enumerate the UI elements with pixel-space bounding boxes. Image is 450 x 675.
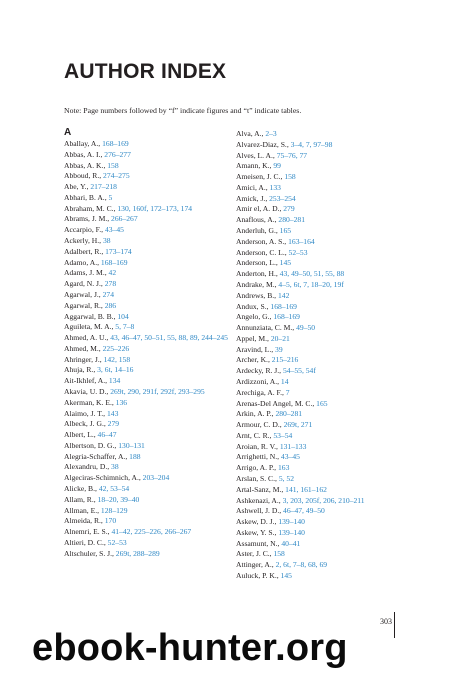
author-name: Alnemri, E. S., [64,527,112,537]
author-name: Archer, K., [236,355,272,365]
author-name: Anderton, H., [236,269,280,279]
index-entry [64,527,234,538]
author-name: Arrigo, A. P., [236,463,278,473]
author-name: Adams, J. M., [64,268,109,278]
index-column-right [236,129,406,582]
index-entry [236,399,406,410]
page-references[interactable]: 269t, 271 [283,420,313,430]
index-entry [64,258,234,269]
page-references[interactable]: 165 [316,398,328,408]
page-references[interactable]: 225–226 [102,343,130,353]
author-name: Ait-Ikhlef, A., [64,376,109,386]
author-name: Accarpio, F., [64,225,105,235]
author-name: Andux, S., [236,301,271,311]
index-entry [64,495,234,506]
page-references[interactable]: 145 [280,571,292,581]
index-entry [236,517,406,528]
index-entry [236,560,406,571]
page-references[interactable]: 40–41 [281,538,301,548]
page-references[interactable]: 168–169 [273,312,300,322]
index-entry [236,420,406,431]
page-references[interactable]: 2–3 [265,129,277,138]
author-name: Amir el, A. D., [236,204,284,214]
index-entry [64,430,234,441]
page-references[interactable]: 46–47, 49–50 [283,506,325,516]
page-references[interactable]: 52–53 [107,537,127,547]
page-references[interactable]: 173–174 [105,246,132,256]
page-references[interactable]: 133 [269,182,281,192]
index-entry [236,345,406,356]
index-entry [64,139,234,150]
page-references[interactable]: 130–131 [118,440,145,450]
index-entry [236,323,406,334]
page-references[interactable]: 142, 158 [103,354,131,364]
page-references[interactable]: 269t, 290, 291f, 292f, 293–295 [110,386,205,396]
index-entry [64,322,234,333]
page-references[interactable]: 43, 46–47, 50–51, 55, 88, 89, 244–245 [110,333,228,343]
author-name: Ahmed, M., [64,343,103,353]
author-name: Albert, L., [64,430,98,440]
index-entry [236,388,406,399]
author-name: Amick, J., [236,193,270,203]
page-references[interactable]: 168–169 [100,257,128,267]
author-name: Allam, R., [64,494,98,504]
page-references[interactable]: 266–267 [111,214,138,224]
page-references[interactable]: 14 [280,376,289,386]
index-entry [236,452,406,463]
index-entry [64,171,234,182]
page-references[interactable]: 215–216 [271,355,299,365]
author-name: Armour, C. D., [236,420,284,430]
page-references[interactable]: 274 [102,289,114,299]
page-references[interactable]: 163–164 [288,236,315,246]
author-name: Aravind, L., [236,344,276,354]
author-name: Arnt, C. R., [236,430,274,440]
page-references[interactable]: 142 [277,290,290,300]
index-entry [64,398,234,409]
page-references[interactable]: 130, 160f, 172–173, 174 [117,203,193,213]
page-references[interactable]: 165 [279,226,292,236]
index-entry [64,538,234,549]
index-entry [236,549,406,560]
author-name: Ahringer, J., [64,354,104,364]
index-entry [64,409,234,420]
page-references[interactable]: 42, 53–54 [98,484,130,493]
page-references[interactable]: 280–281 [278,215,305,225]
index-entry [236,204,406,215]
index-entry [236,571,406,582]
index-entry [64,441,234,452]
author-name: Aroian, R. V., [236,441,280,451]
page-references[interactable]: 18–20, 39–40 [97,494,140,504]
page-references[interactable]: 139–140 [278,527,305,537]
index-entry [64,150,234,161]
page-references[interactable]: 280–281 [275,409,303,419]
author-name: Anderluh, G., [236,226,280,236]
index-entry [64,419,234,430]
index-entry [236,215,406,226]
page-references[interactable]: 217–218 [90,182,117,192]
page-references[interactable]: 41–42, 225–226, 266–267 [111,527,192,537]
page-references[interactable]: 269t, 288–289 [115,548,160,558]
page-references[interactable]: 278 [104,279,117,289]
author-name: Askew, D. J., [236,517,279,527]
left-entries [64,139,234,559]
index-entry [64,333,234,344]
page-references[interactable]: 43, 49–50, 51, 55, 88 [279,269,345,279]
page-references[interactable]: 139–140 [278,517,305,527]
author-name: Arenas-Del Angel, M. C., [236,398,317,408]
page-references[interactable]: 38 [111,462,119,472]
index-entry [64,506,234,517]
author-name: Appel, M., [236,333,271,343]
index-entry [236,528,406,539]
index-entry [64,193,234,204]
index-entry [64,279,234,290]
page-title: AUTHOR INDEX [64,60,227,83]
author-name: Attinger, A., [236,560,276,570]
page-references[interactable]: 3–4, 7, 97–98 [290,139,333,149]
author-name: Agard, N. J., [64,279,105,289]
index-entry [236,496,406,507]
index-entry [64,214,234,225]
author-name: Anderson, C. L., [236,247,289,257]
author-name: Adamo, A., [64,257,101,267]
page-references[interactable]: 38 [102,236,111,246]
page-references[interactable]: 143 [106,408,119,418]
page-references[interactable]: 253–254 [269,193,296,203]
author-name: Amann, K., [236,161,274,171]
author-name: Allman, E., [64,505,101,515]
index-entry [64,236,234,247]
page-references[interactable]: 52–53 [288,247,308,257]
page-references[interactable]: 170 [104,516,117,526]
author-name: Almeida, R., [64,516,105,526]
author-name: Arechiga, A. F., [236,387,286,397]
author-name: Alaimo, J. T., [64,408,107,418]
index-entry [64,268,234,279]
index-entry [64,225,234,236]
index-entry [64,182,234,193]
index-entry [64,290,234,301]
author-name: Agarwal, J., [64,289,103,299]
author-name: Akerman, K. E., [64,397,116,407]
index-entry [236,161,406,172]
page-references[interactable]: 49–50 [296,323,316,333]
author-name: Anaflous, A., [236,215,279,225]
index-entry [236,377,406,388]
author-name: Artal-Sanz, M., [236,484,286,494]
index-entry [64,301,234,312]
author-name: Alves, L. A., [236,150,277,160]
author-name: Ahmed, A. U., [64,333,111,343]
author-name: Aguileta, M. A., [64,322,116,332]
index-entry [236,463,406,474]
index-entry [236,539,406,550]
index-entry [236,334,406,345]
index-note: Note: Page numbers followed by “f” indicate figures and “t” indicate tables. [64,106,302,115]
right-entries [236,129,406,582]
author-name: Ardizzoni, A., [236,376,281,386]
page-references[interactable]: 3, 6t, 14–16 [97,365,134,375]
author-name: Arrighetti, N., [236,452,281,462]
author-name: Adalbert, R., [64,246,106,256]
index-entry [236,129,406,140]
page-references[interactable]: 75–76, 77 [276,150,308,160]
page-references[interactable]: 188 [129,451,141,461]
author-name: Abbas, A. I., [64,149,105,159]
index-entry [64,387,234,398]
section-letter: A [64,127,72,138]
index-entry [64,376,234,387]
page-references[interactable]: 43–45 [280,452,300,462]
author-name: Alva, A., [236,129,266,138]
author-name: Alvarez-Diaz, S., [236,139,291,149]
index-column-left [64,127,234,559]
index-entry [236,237,406,248]
author-name: Albertson, D. G., [64,440,119,450]
index-entry [236,485,406,496]
page-references[interactable]: 99 [273,161,281,171]
page-references[interactable]: 274–275 [103,171,130,181]
page-references[interactable]: 3, 203, 205f, 206, 210–211 [282,495,365,505]
page-references[interactable]: 145 [279,258,292,268]
index-entry [64,355,234,366]
page-references[interactable]: 131–133 [279,441,307,451]
index-entry [236,474,406,485]
author-name: Askew, Y. S., [236,527,279,537]
index-entry [236,248,406,259]
page-references[interactable]: 20–21 [270,333,290,343]
index-entry [64,484,234,495]
index-entry [64,473,234,484]
index-entry [64,344,234,355]
author-name: Auluck, P. K., [236,571,281,581]
index-entry [64,161,234,172]
page-references[interactable]: 141, 161–162 [285,484,327,494]
page-references[interactable]: 53–54 [273,430,293,440]
page-references[interactable]: 279 [107,419,120,429]
page-references[interactable]: 134 [108,376,121,386]
index-entry [236,506,406,517]
author-name: Ashkenazi, A., [236,495,283,505]
page-number: 303 [380,617,392,626]
author-name: Ashwell, J. D., [236,506,284,516]
index-entry [64,452,234,463]
author-name: Arslan, S. C., [236,474,279,483]
index-entry [236,442,406,453]
author-name: Ahuja, R., [64,365,98,375]
author-name: Abrams, J. M., [64,214,112,224]
page-references[interactable]: 5, 7–8 [115,322,135,332]
author-name: Annunziata, C. M., [236,323,297,333]
index-entry [236,291,406,302]
page-references[interactable]: 163 [277,463,290,473]
page-references[interactable]: 46–47 [97,430,117,440]
page-references[interactable]: 2, 6t, 7–8, 68, 69 [275,560,328,570]
page-references[interactable]: 158 [284,172,296,182]
page-references[interactable]: 39 [275,344,283,354]
page-references[interactable]: 158 [107,160,119,170]
index-entry [64,549,234,560]
index-entry [236,140,406,151]
index-entry [64,204,234,215]
page-references[interactable]: 4–5, 6t, 7, 18–20, 19f [278,279,344,289]
author-name: Andrake, M., [236,279,279,289]
page-references[interactable]: 203–204 [142,473,170,483]
page-references[interactable]: 128–129 [100,505,128,515]
author-name: Alexandru, D., [64,462,112,472]
index-entry [236,226,406,237]
page-references[interactable]: 286 [104,300,117,310]
index-entry [64,365,234,376]
index-entry [236,302,406,313]
author-name: Aster, J. C., [236,549,274,559]
author-name: Albeck, J. G., [64,419,108,429]
page-references[interactable]: 279 [283,204,295,214]
author-name: Angelo, G., [236,312,274,322]
index-entry [236,258,406,269]
author-name: Abraham, M. C., [64,203,118,213]
page-references[interactable]: 43–45 [104,225,124,235]
index-entry [236,172,406,183]
page-references[interactable]: 158 [273,549,285,559]
author-name: Aggarwal, B. B., [64,311,118,321]
index-entry [236,431,406,442]
index-entry [236,183,406,194]
author-name: Altieri, D. C., [64,537,108,547]
author-name: Arkin, A. P., [236,409,276,419]
watermark-text: ebook-hunter.org [32,627,348,669]
author-name: Abbas, A. K., [64,160,108,170]
author-name: Alegria-Schaffer, A., [64,451,130,461]
index-entry [236,355,406,366]
page-references[interactable]: 104 [117,311,129,321]
index-entry [64,462,234,473]
index-entry [236,280,406,291]
author-name: Abhari, B. A., [64,192,109,202]
author-name: Aballay, A., [64,139,103,148]
index-entry [236,151,406,162]
page-references[interactable]: 168–169 [102,139,129,148]
index-entry [236,312,406,323]
page-references[interactable]: 54–55, 54f [282,366,316,376]
index-entry [64,312,234,323]
page-references[interactable]: 136 [115,397,128,407]
author-name: Alicke, B., [64,484,99,493]
page-references[interactable]: 7 [285,387,290,397]
author-name: Altschuler, S. J., [64,548,116,558]
index-entry [236,409,406,420]
page-references[interactable]: 276–277 [104,149,131,159]
author-name: Anderson, L., [236,258,280,268]
author-name: Agarwal, R., [64,300,105,310]
author-name: Abboud, R., [64,171,104,181]
index-entry [236,194,406,205]
author-name: Anderson, A. S., [236,236,289,246]
page-references[interactable]: 168–169 [270,301,297,311]
author-name: Ackerly, H., [64,236,103,246]
author-name: Ardecky, R. J., [236,366,283,376]
index-entry [236,269,406,280]
author-name: Amici, A., [236,182,270,192]
page-references[interactable]: 5 [108,192,113,202]
index-entry [64,247,234,258]
index-entry [64,516,234,527]
page-references[interactable]: 5, 52 [278,474,295,483]
author-name: Abe, Y., [64,182,91,192]
author-name: Ameisen, J. C., [236,172,285,182]
author-name: Andrews, B., [236,290,278,300]
index-entry [236,366,406,377]
author-name: Algeciras-Schimnich, A., [64,473,143,483]
author-name: Akavia, U. D., [64,386,111,396]
author-name: Assamunt, N., [236,538,282,548]
page-references[interactable]: 42 [108,268,117,278]
